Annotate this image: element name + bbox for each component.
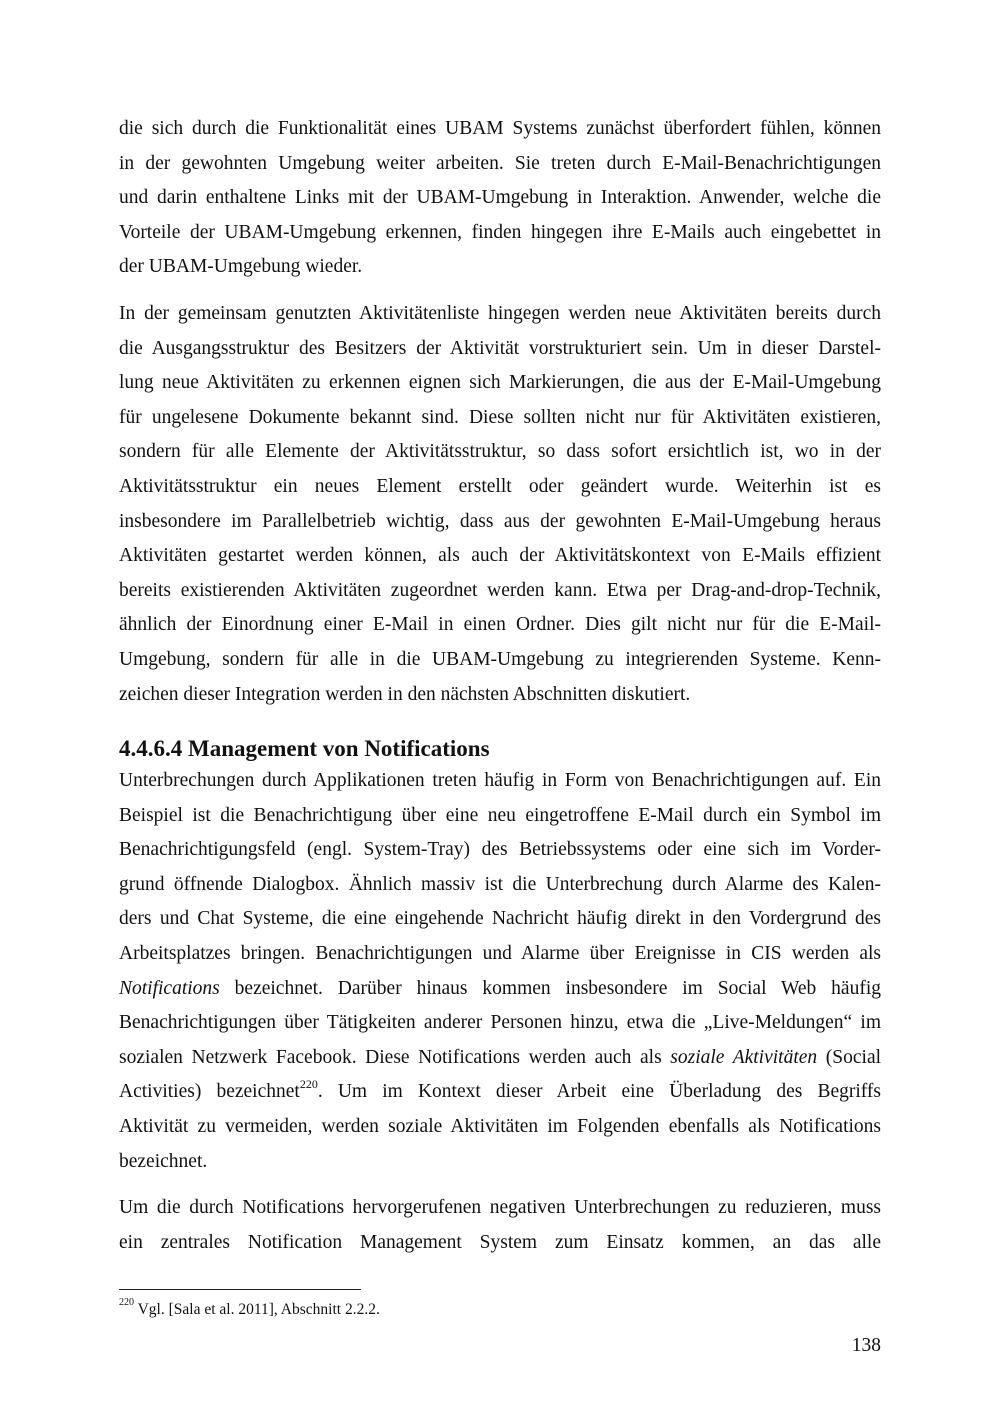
text-line (119, 1041, 881, 1076)
text-line: Vorteile der UBAM-Umgebung erkennen, finden hingegen ihre E-Mails auch eingebettet in (119, 221, 881, 243)
footnote-number: 220 (119, 1296, 134, 1308)
text-line (119, 1075, 881, 1110)
text-line: die Ausgangsstruktur des Besitzers der Aktivität vorstrukturiert sein. Um in dieser Darstel- (119, 337, 881, 359)
text-line: für ungelesene Dokumente bekannt sind. Diese sollten nicht nur für Aktivitäten existieren, (119, 406, 881, 428)
text-line: grund öffnende Dialogbox. Ähnlich massiv ist die Unterbrechung durch Alarme des Kalen- (119, 873, 881, 895)
text-line: der UBAM-Umgebung wieder. (119, 256, 363, 278)
text-line: insbesondere im Parallelbetrieb wichtig, dass aus der gewohnten E-Mail-Umgebung heraus (119, 510, 881, 532)
text-line: Aktivität zu vermeiden, werden soziale Aktivitäten im Folgenden ebenfalls als Notifications (119, 1116, 881, 1138)
paragraph-4 (119, 1191, 881, 1260)
text-line (119, 972, 881, 1007)
text-fragment: sozialen Netzwerk Facebook. Diese Notifications werden auch als (119, 1046, 671, 1068)
text-line: in der gewohnten Umgebung weiter arbeiten. Sie treten durch E-Mail-Benachrichtigungen (119, 152, 881, 174)
text-fragment: Activities) bezeichnet (119, 1081, 300, 1103)
footnote-reference[interactable]: 220 (299, 1076, 318, 1091)
text-line: Arbeitsplatzes bringen. Benachrichtigungen und Alarme über Ereignisse in CIS werden als (119, 943, 881, 965)
text-line: Benachrichtigungen über Tätigkeiten anderer Personen hinzu, etwa die „Live-Meldungen“ im (119, 1012, 881, 1034)
text-line: ein zentrales Notification Management System zum Einsatz kommen, an das alle (119, 1231, 881, 1253)
page-body (119, 112, 881, 1260)
text-line: Aktivitäten gestartet werden können, als auch der Aktivitätskontext von E-Mails effizient (119, 545, 881, 567)
paragraph-2 (119, 297, 881, 712)
text-line: Benachrichtigungsfeld (engl. System-Tray) des Betriebssystems oder eine sich im Vorder- (119, 839, 881, 861)
section-heading: 4.4.6.4 Management von Notifications (119, 736, 490, 762)
text-line: ders und Chat Systeme, die eine eingehende Nachricht häufig direkt in den Vordergrund des (119, 908, 881, 930)
italic-term: soziale Aktivitäten (670, 1046, 818, 1068)
text-line: bezeichnet. (119, 1150, 208, 1172)
paragraph-3 (119, 764, 881, 1179)
footnote-text: Vgl. [Sala et al. 2011], Abschnitt 2.2.2. (134, 1301, 380, 1318)
text-line: bereits existierenden Aktivitäten zugeordnet werden kann. Etwa per Drag-and-drop-Technik, (119, 579, 881, 601)
text-line: zeichen dieser Integration werden in den nächsten Abschnitten diskutiert. (119, 683, 691, 705)
footnote-divider (119, 1289, 361, 1290)
text-line: In der gemeinsam genutzten Aktivitätenliste hingegen werden neue Aktivitäten bereits durch (119, 302, 881, 324)
text-line: lung neue Aktivitäten zu erkennen eignen sich Markierungen, die aus der E-Mail-Umgebung (119, 372, 881, 394)
text-fragment: . Um im Kontext dieser Arbeit eine Überladung des Begriffs (317, 1081, 881, 1103)
italic-term: Notifications (119, 977, 220, 999)
text-line: Aktivitätsstruktur ein neues Element erstellt oder geändert wurde. Weiterhin ist es (119, 475, 881, 497)
text-line: sondern für alle Elemente der Aktivitätsstruktur, so dass sofort ersichtlich ist, wo in der (119, 441, 881, 463)
page-number: 138 (851, 1335, 881, 1356)
text-fragment: (Social (817, 1046, 882, 1068)
text-line: ähnlich der Einordnung einer E-Mail in einen Ordner. Dies gilt nicht nur für die E-Mail- (119, 614, 881, 636)
text-line: Umgebung, sondern für alle in die UBAM-Umgebung zu integrierenden Systeme. Kenn- (119, 648, 881, 670)
text-line: Beispiel ist die Benachrichtigung über eine neu eingetroffene E-Mail durch ein Symbol im (119, 804, 881, 826)
text-line: die sich durch die Funktionalität eines UBAM Systems zunächst überfordert fühlen, können (119, 118, 881, 139)
text-line: und darin enthaltene Links mit der UBAM-Umgebung in Interaktion. Anwender, welche die (119, 187, 881, 209)
footnote (119, 1296, 380, 1321)
text-line: Unterbrechungen durch Applikationen treten häufig in Form von Benachrichtigungen auf. Ein (119, 770, 881, 792)
paragraph-1 (119, 112, 881, 285)
text-line: Um die durch Notifications hervorgerufenen negativen Unterbrechungen zu reduzieren, muss (119, 1197, 881, 1219)
text-fragment: bezeichnet. Darüber hinaus kommen insbesondere im Social Web häufig (219, 977, 881, 999)
